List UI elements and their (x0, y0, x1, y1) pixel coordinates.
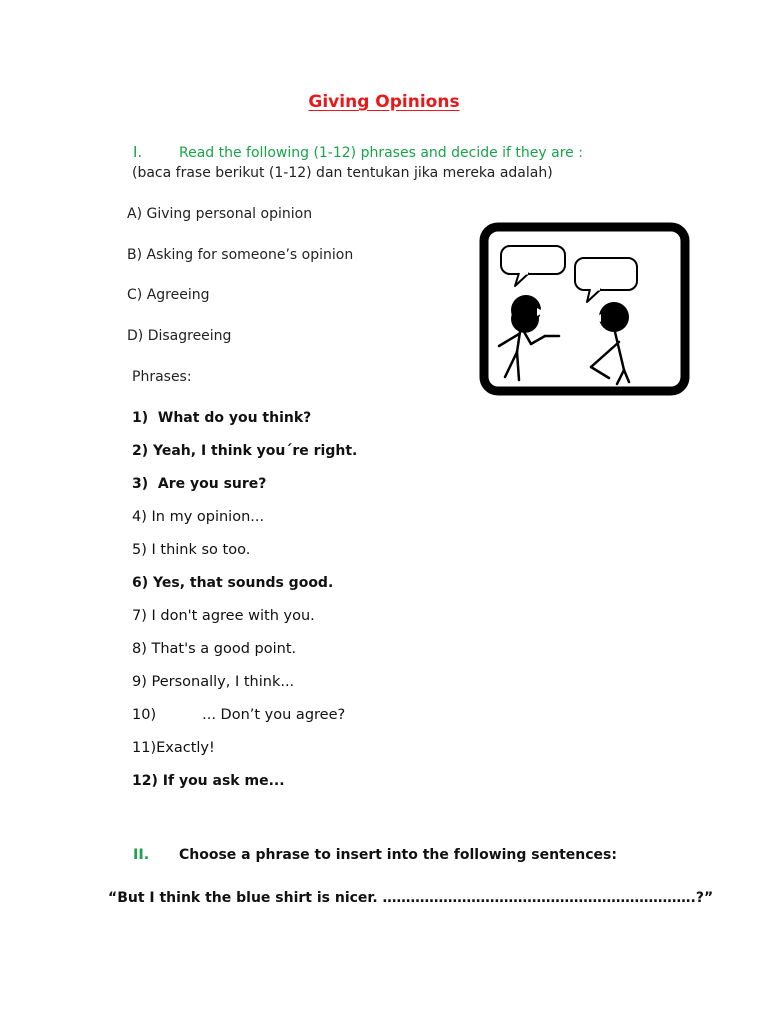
option-b: B) Asking for someone’s opinion (127, 247, 354, 263)
phrase-item: 12) If you ask me... (132, 773, 285, 789)
option-d: D) Disagreeing (127, 328, 232, 344)
phrase-item: 6) Yes, that sounds good. (132, 575, 334, 591)
option-c: C) Agreeing (127, 287, 210, 303)
phrase-item: 3) Are you sure? (132, 476, 267, 492)
section-2-number: II. (133, 847, 150, 863)
section-1-translation: (baca frase berikut (1-12) dan tentukan jika mereka adalah) (132, 165, 553, 181)
exercise-sentence: “But I think the blue shirt is nicer. ………………………………………………………….?” (108, 890, 714, 906)
conversation-picture (479, 222, 690, 396)
phrase-item: 9) Personally, I think... (132, 674, 295, 690)
phrase-item: 7) I don't agree with you. (132, 608, 315, 624)
page-title: Giving Opinions (308, 92, 460, 112)
phrase-item: 11)Exactly! (132, 740, 215, 756)
section-1-number: I. (133, 143, 143, 161)
phrase-item: 5) I think so too. (132, 542, 251, 558)
phrase-item: 2) Yeah, I think you´re right. (132, 443, 358, 459)
phrase-item: 8) That's a good point. (132, 641, 297, 657)
section-1-instruction: Read the following (1-12) phrases and decide if they are : (179, 145, 583, 161)
option-a: A) Giving personal opinion (127, 206, 313, 222)
phrases-label: Phrases: (132, 369, 192, 385)
section-2-instruction: Choose a phrase to insert into the following sentences: (179, 847, 617, 863)
phrase-item: 10) ... Don’t you agree? (132, 707, 346, 723)
phrase-item: 4) In my opinion... (132, 509, 265, 525)
phrase-item: 1) What do you think? (132, 410, 312, 426)
